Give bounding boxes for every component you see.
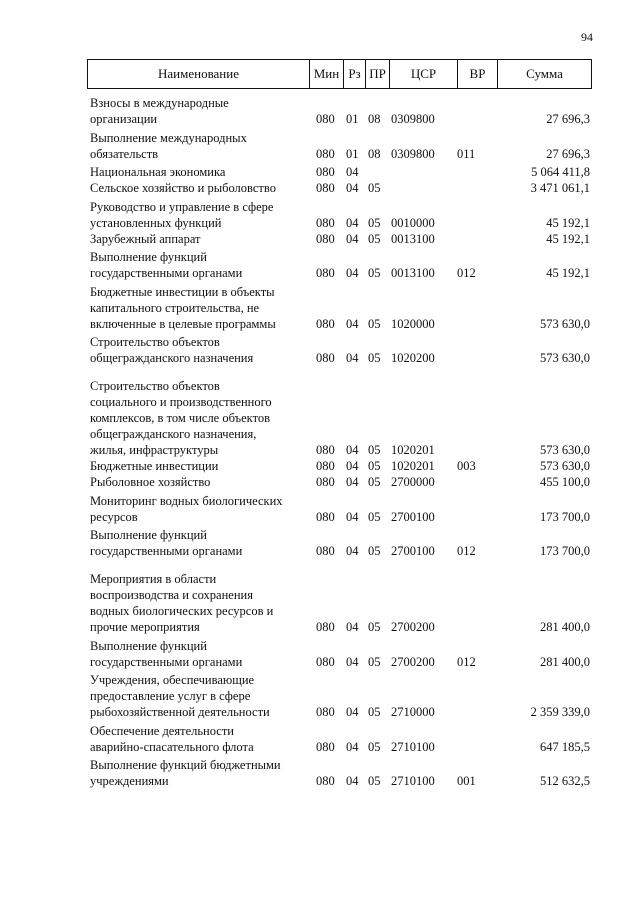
row-csr: 0013100 xyxy=(391,231,435,246)
row-pr: 08 xyxy=(368,112,381,126)
row-min: 080 xyxy=(316,112,335,126)
row-name-line: государственными органами xyxy=(90,654,243,669)
row-vr: 001 xyxy=(457,774,476,788)
row-name xyxy=(90,672,316,720)
row-vr: 012 xyxy=(457,544,476,558)
row-pr: 05 xyxy=(368,231,381,246)
row-pr: 05 xyxy=(368,459,381,473)
row-name xyxy=(90,458,316,474)
row-name-line: Руководство и управление в сфере xyxy=(90,199,274,214)
header-csr: ЦСР xyxy=(390,60,458,88)
row-min: 080 xyxy=(316,181,335,195)
row-min: 080 xyxy=(316,654,335,669)
row-name-line: Бюджетные инвестиции в объекты xyxy=(90,284,275,299)
row-vr: 011 xyxy=(457,146,476,161)
row-name xyxy=(90,474,316,490)
table-row xyxy=(90,723,590,755)
row-sum: 45 192,1 xyxy=(546,231,590,246)
row-name-line: водных биологических ресурсов и xyxy=(90,604,274,618)
header-name: Наименование xyxy=(88,60,310,88)
row-sum: 281 400,0 xyxy=(540,620,590,634)
row-csr: 2700100 xyxy=(391,544,435,558)
header-vr: ВР xyxy=(458,60,498,88)
row-pr: 05 xyxy=(368,544,381,558)
table-row xyxy=(90,493,590,525)
header-rz: Рз xyxy=(344,60,366,88)
row-min: 080 xyxy=(316,351,335,365)
row-name-line: Учреждения, обеспечивающие xyxy=(90,673,255,687)
row-name-line: включенные в целевые программы xyxy=(90,316,276,331)
row-name-line: Обеспечение деятельности xyxy=(90,723,235,738)
row-name-line: организации xyxy=(90,112,158,126)
row-pr: 05 xyxy=(368,705,381,719)
row-name-line: жилья, инфраструктуры xyxy=(90,443,219,457)
row-name-line: Сельское хозяйство и рыболовство xyxy=(90,181,276,195)
row-sum: 173 700,0 xyxy=(540,509,590,524)
table-row xyxy=(90,164,590,180)
row-pr: 05 xyxy=(368,475,381,489)
header-min: Мин xyxy=(310,60,344,88)
row-name xyxy=(90,130,316,162)
row-pr: 05 xyxy=(368,774,381,788)
table-row xyxy=(90,527,590,559)
row-name-line: государственными органами xyxy=(90,544,243,558)
header-pr: ПР xyxy=(366,60,390,88)
row-sum: 573 630,0 xyxy=(540,316,590,331)
row-name-line: установленных функций xyxy=(90,215,222,230)
row-sum: 647 185,5 xyxy=(540,739,590,754)
row-name-line: Бюджетные инвестиции xyxy=(90,459,219,473)
row-pr: 05 xyxy=(368,509,381,524)
row-pr: 05 xyxy=(368,620,381,634)
row-name-line: государственными органами xyxy=(90,266,243,280)
row-min: 080 xyxy=(316,544,335,558)
row-csr: 0010000 xyxy=(391,215,435,230)
row-name-line: ресурсов xyxy=(90,509,138,524)
row-name-line: комплексов, в том числе объектов xyxy=(90,411,271,425)
row-rz: 04 xyxy=(346,316,359,331)
table-row xyxy=(90,334,590,366)
row-name-line: общегражданского назначения, xyxy=(90,427,257,441)
row-name-line: прочие мероприятия xyxy=(90,620,200,634)
row-min: 080 xyxy=(316,146,335,161)
row-rz: 04 xyxy=(346,654,359,669)
row-csr: 2700100 xyxy=(391,509,435,524)
row-min: 080 xyxy=(316,509,335,524)
row-pr: 05 xyxy=(368,266,381,280)
row-name-line: капитального строительства, не xyxy=(90,300,260,315)
row-rz: 04 xyxy=(346,774,359,788)
row-rz: 01 xyxy=(346,146,359,161)
row-sum: 455 100,0 xyxy=(540,475,590,489)
row-rz: 04 xyxy=(346,705,359,719)
row-csr: 2710000 xyxy=(391,705,435,719)
row-name-line: воспроизводства и сохранения xyxy=(90,588,253,602)
row-name-line: Выполнение функций бюджетными xyxy=(90,758,281,772)
row-csr: 0013100 xyxy=(391,266,435,280)
row-pr: 05 xyxy=(368,443,381,457)
table-row xyxy=(90,474,590,490)
row-csr: 0309800 xyxy=(391,146,435,161)
row-name-line: предоставление услуг в сфере xyxy=(90,689,251,703)
row-sum: 27 696,3 xyxy=(546,146,590,161)
row-min: 080 xyxy=(316,443,335,457)
row-min: 080 xyxy=(316,459,335,473)
row-min: 080 xyxy=(316,215,335,230)
row-min: 080 xyxy=(316,231,335,246)
row-csr: 0309800 xyxy=(391,112,435,126)
row-min: 080 xyxy=(316,475,335,489)
header-sum: Сумма xyxy=(526,66,563,81)
row-name-line: Взносы в международные xyxy=(90,96,229,110)
row-name-line: Национальная экономика xyxy=(90,165,226,179)
row-min: 080 xyxy=(316,774,335,788)
row-rz: 04 xyxy=(346,620,359,634)
table-row xyxy=(90,672,590,720)
row-rz: 04 xyxy=(346,351,359,365)
row-sum: 45 192,1 xyxy=(546,215,590,230)
row-name xyxy=(90,180,316,196)
row-name xyxy=(90,95,316,127)
table-row xyxy=(90,638,590,670)
row-min: 080 xyxy=(316,705,335,719)
row-csr: 2700200 xyxy=(391,654,435,669)
row-name xyxy=(90,527,316,559)
row-name-line: рыбохозяйственной деятельности xyxy=(90,705,270,719)
table-row xyxy=(90,199,590,231)
row-vr: 012 xyxy=(457,654,476,669)
row-csr: 2700000 xyxy=(391,475,435,489)
table-header xyxy=(87,59,592,89)
row-sum: 281 400,0 xyxy=(540,654,590,669)
table-row xyxy=(90,249,590,281)
row-sum: 3 471 061,1 xyxy=(530,181,590,195)
row-vr: 003 xyxy=(457,459,476,473)
table-row xyxy=(90,571,590,635)
row-pr: 08 xyxy=(368,146,381,161)
row-name-line: Выполнение функций xyxy=(90,250,207,264)
row-name-line: Выполнение функций xyxy=(90,638,207,653)
row-name xyxy=(90,164,316,180)
row-pr: 05 xyxy=(368,351,381,365)
row-csr: 1020000 xyxy=(391,316,435,331)
row-pr: 05 xyxy=(368,215,381,230)
row-rz: 04 xyxy=(346,475,359,489)
table-row xyxy=(90,284,590,332)
row-name-line: Выполнение международных xyxy=(90,130,247,145)
table-row xyxy=(90,378,590,458)
row-min: 080 xyxy=(316,165,335,179)
table-row xyxy=(90,180,590,196)
row-csr: 2700200 xyxy=(391,620,435,634)
row-pr: 05 xyxy=(368,739,381,754)
row-name-line: Выполнение функций xyxy=(90,528,207,542)
row-csr: 2710100 xyxy=(391,774,435,788)
row-sum: 27 696,3 xyxy=(546,112,590,126)
row-pr: 05 xyxy=(368,654,381,669)
row-csr: 1020201 xyxy=(391,459,435,473)
row-vr: 012 xyxy=(457,266,476,280)
table-row xyxy=(90,130,590,162)
table-body xyxy=(90,95,590,789)
row-name-line: Мониторинг водных биологических xyxy=(90,493,283,508)
row-name-line: Строительство объектов xyxy=(90,379,220,393)
row-sum: 512 632,5 xyxy=(540,774,590,788)
row-sum: 573 630,0 xyxy=(540,351,590,365)
table-row xyxy=(90,95,590,127)
row-csr: 1020201 xyxy=(391,443,435,457)
row-csr: 1020200 xyxy=(391,351,435,365)
row-name xyxy=(90,571,316,635)
page-number: 94 xyxy=(581,30,593,44)
row-name xyxy=(90,199,316,231)
row-name-line: общегражданского назначения xyxy=(90,351,254,365)
row-rz: 04 xyxy=(346,266,359,280)
row-name xyxy=(90,249,316,281)
row-name xyxy=(90,334,316,366)
row-name-line: Зарубежный аппарат xyxy=(90,231,201,246)
row-name xyxy=(90,231,316,247)
row-sum: 45 192,1 xyxy=(546,266,590,280)
row-name xyxy=(90,757,316,789)
row-min: 080 xyxy=(316,266,335,280)
row-name-line: аварийно-спасательного флота xyxy=(90,739,254,754)
row-name-line: Строительство объектов xyxy=(90,335,220,349)
row-min: 080 xyxy=(316,739,335,754)
row-name-line: социального и производственного xyxy=(90,395,272,409)
row-rz: 04 xyxy=(346,459,359,473)
row-rz: 04 xyxy=(346,215,359,230)
row-rz: 04 xyxy=(346,231,359,246)
table-row xyxy=(90,458,590,474)
row-min: 080 xyxy=(316,316,335,331)
row-pr: 05 xyxy=(368,316,381,331)
table-row xyxy=(90,231,590,247)
row-rz: 04 xyxy=(346,739,359,754)
row-name-line: обязательств xyxy=(90,146,159,161)
table-row xyxy=(90,757,590,789)
row-sum: 2 359 339,0 xyxy=(530,705,590,719)
row-name xyxy=(90,723,316,755)
row-name xyxy=(90,378,316,458)
row-rz: 04 xyxy=(346,443,359,457)
row-sum: 573 630,0 xyxy=(540,443,590,457)
row-min: 080 xyxy=(316,620,335,634)
row-name-line: Рыболовное хозяйство xyxy=(90,475,211,489)
row-name-line: Мероприятия в области xyxy=(90,572,217,586)
row-rz: 04 xyxy=(346,544,359,558)
row-name-line: учреждениями xyxy=(90,774,169,788)
row-name xyxy=(90,284,316,332)
row-pr: 05 xyxy=(368,181,381,195)
row-sum: 5 064 411,8 xyxy=(531,165,590,179)
row-sum: 573 630,0 xyxy=(540,459,590,473)
row-name xyxy=(90,493,316,525)
row-rz: 01 xyxy=(346,112,359,126)
row-csr: 2710100 xyxy=(391,739,435,754)
row-rz: 04 xyxy=(346,509,359,524)
row-name xyxy=(90,638,316,670)
row-sum: 173 700,0 xyxy=(540,544,590,558)
row-rz: 04 xyxy=(346,165,359,179)
row-rz: 04 xyxy=(346,181,359,195)
